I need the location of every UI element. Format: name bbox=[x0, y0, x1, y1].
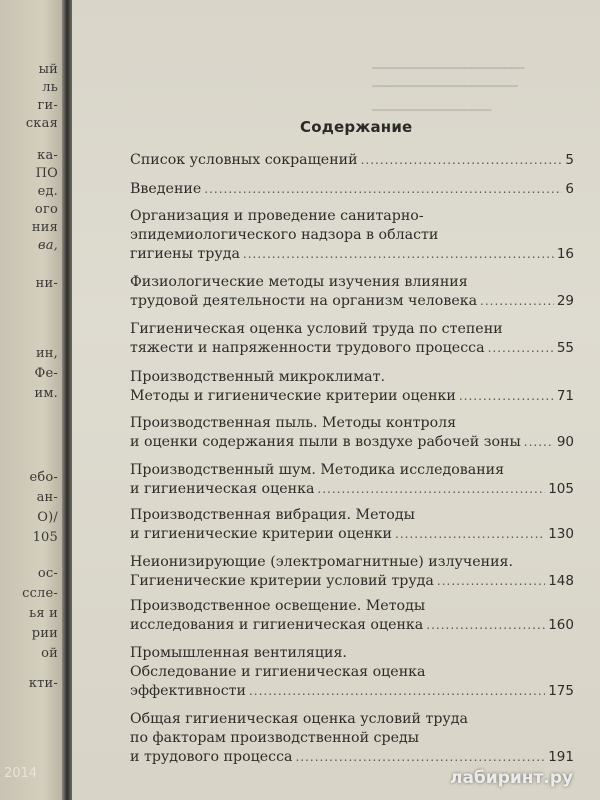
leader-dots bbox=[317, 480, 545, 499]
left-page-text: им. bbox=[34, 386, 58, 401]
right-page bbox=[72, 0, 600, 800]
toc-entry-line: Производственная пыль. Методы контроля bbox=[130, 415, 457, 431]
toc-entry bbox=[130, 644, 574, 701]
bleed-through-line: ━━━━━━━━━━━━━━━━━━━━━━ bbox=[372, 80, 518, 93]
toc-entry bbox=[130, 180, 574, 199]
toc-entry bbox=[130, 368, 574, 406]
watermark-logo: лабиринт.ру bbox=[450, 768, 574, 788]
toc-page-number: 130 bbox=[548, 526, 574, 542]
toc-page-number: 29 bbox=[556, 293, 574, 309]
leader-dots bbox=[249, 682, 545, 701]
left-page-text: Фе- bbox=[34, 366, 58, 381]
toc-page-number: 55 bbox=[556, 340, 574, 356]
toc-entry-line: Производственное освещение. Методы bbox=[130, 598, 426, 614]
leader-dots bbox=[361, 151, 563, 170]
left-page-text: ния bbox=[31, 220, 58, 235]
toc-entry-line: Производственный шум. Методика исследования bbox=[130, 462, 505, 478]
left-page-text: ская bbox=[25, 116, 58, 131]
left-page-text: 105 bbox=[32, 530, 58, 545]
toc-page-number: 191 bbox=[548, 749, 574, 765]
left-page-text: ва, bbox=[37, 238, 58, 253]
toc-entry-line: трудовой деятельности на организм человека bbox=[130, 293, 478, 309]
leader-dots bbox=[437, 572, 545, 591]
toc-page-number: 160 bbox=[548, 617, 574, 633]
left-page bbox=[0, 0, 62, 800]
toc-entry-line: Производственная вибрация. Методы bbox=[130, 507, 415, 523]
left-page-text: ебо- bbox=[29, 470, 58, 485]
toc-entry-line: Общая гигиеническая оценка условий труда bbox=[130, 711, 468, 727]
toc-page-number: 16 bbox=[556, 246, 574, 262]
toc-entry-line: и гигиенические критерии оценки bbox=[130, 526, 392, 542]
leader-dots bbox=[480, 292, 554, 311]
toc-entry bbox=[130, 506, 574, 544]
leader-dots bbox=[524, 433, 554, 452]
toc-page-number: 90 bbox=[556, 434, 574, 450]
left-page-text: ья и bbox=[29, 606, 58, 621]
toc-entry bbox=[130, 320, 574, 358]
left-page-text: ПО bbox=[35, 166, 58, 181]
left-page-text: ый bbox=[38, 62, 58, 77]
toc-page-number: 6 bbox=[565, 181, 574, 197]
toc-entry-line: гигиены труда bbox=[130, 246, 240, 262]
toc-entry-line: Введение bbox=[130, 181, 202, 197]
toc-entry-line: Список условных сокращений bbox=[130, 152, 358, 168]
leader-dots bbox=[295, 748, 545, 767]
toc-entry-line: и трудового процесса bbox=[130, 749, 293, 765]
left-page-text: кти- bbox=[28, 676, 58, 691]
toc-entry-line: и оценки содержания пыли в воздухе рабочей зоны bbox=[130, 434, 521, 450]
toc-entry bbox=[130, 207, 574, 264]
toc-entry-line: Производственный микроклимат. bbox=[130, 369, 385, 385]
left-page-text: ой bbox=[41, 646, 58, 661]
toc-entry-line: Методы и гигиенические критерии оценки bbox=[130, 388, 456, 404]
left-page-text: ан- bbox=[36, 490, 58, 505]
toc-entry-line: Промышленная вентиляция. bbox=[130, 645, 347, 661]
left-page-text: ос- bbox=[37, 566, 58, 581]
left-page-text: рии bbox=[31, 626, 58, 641]
left-page-year: 2014 bbox=[4, 766, 38, 781]
bleed-through-line: ━━━━━━━━━━━━━━━━━━ bbox=[372, 104, 492, 117]
leader-dots bbox=[488, 339, 554, 358]
leader-dots bbox=[426, 616, 545, 635]
toc-page-number: 175 bbox=[548, 683, 574, 699]
toc-entry-line: Физиологические методы изучения влияния bbox=[130, 274, 468, 290]
left-page-text: ка- bbox=[37, 148, 58, 163]
toc-entry bbox=[130, 461, 574, 499]
leader-dots bbox=[395, 525, 545, 544]
bleed-through-line: ━━━━━━━━━━━━━━━━━━━━━━━ bbox=[372, 62, 525, 75]
book-gutter bbox=[62, 0, 72, 800]
left-page-text: ссле- bbox=[22, 586, 58, 601]
left-page-text: ин, bbox=[35, 346, 58, 361]
toc-page-number: 105 bbox=[548, 481, 574, 497]
toc-entry-line: тяжести и напряженности трудового процесса bbox=[130, 340, 485, 356]
leader-dots bbox=[243, 245, 554, 264]
toc-entry-line: Обследование и гигиеническая оценка bbox=[130, 664, 426, 680]
toc-entry-line: Неионизирующие (электромагнитные) излучения. bbox=[130, 554, 514, 570]
toc-entry bbox=[130, 414, 574, 452]
leader-dots bbox=[204, 180, 562, 199]
left-page-text: ни- bbox=[35, 276, 58, 291]
left-page-text: ед. bbox=[37, 184, 58, 199]
left-page-text: ль bbox=[42, 80, 58, 95]
left-page-text: О)/ bbox=[37, 510, 58, 525]
toc-entry-line: эффективности bbox=[130, 683, 246, 699]
toc-entry-line: по факторам производственной среды bbox=[130, 730, 420, 746]
leader-dots bbox=[459, 387, 554, 406]
toc-entry bbox=[130, 151, 574, 170]
toc-page-number: 148 bbox=[548, 573, 574, 589]
toc-page-number: 5 bbox=[565, 152, 574, 168]
toc-entry bbox=[130, 553, 574, 591]
toc-entry-line: исследования и гигиеническая оценка bbox=[130, 617, 424, 633]
toc-entry bbox=[130, 710, 574, 767]
toc-entry-line: Гигиенические критерии условий труда bbox=[130, 573, 434, 589]
toc-entry bbox=[130, 273, 574, 311]
toc-entry-line: и гигиеническая оценка bbox=[130, 481, 315, 497]
toc-page-number: 71 bbox=[556, 388, 574, 404]
toc-entry-line: эпидемиологического надзора в области bbox=[130, 227, 439, 243]
toc-entry-line: Организация и проведение санитарно- bbox=[130, 208, 424, 224]
toc-title: Содержание bbox=[300, 118, 413, 136]
left-page-text: ого bbox=[34, 202, 58, 217]
toc-entry-line: Гигиеническая оценка условий труда по степени bbox=[130, 321, 503, 337]
left-page-text: ги- bbox=[37, 98, 58, 113]
toc-entry bbox=[130, 597, 574, 635]
